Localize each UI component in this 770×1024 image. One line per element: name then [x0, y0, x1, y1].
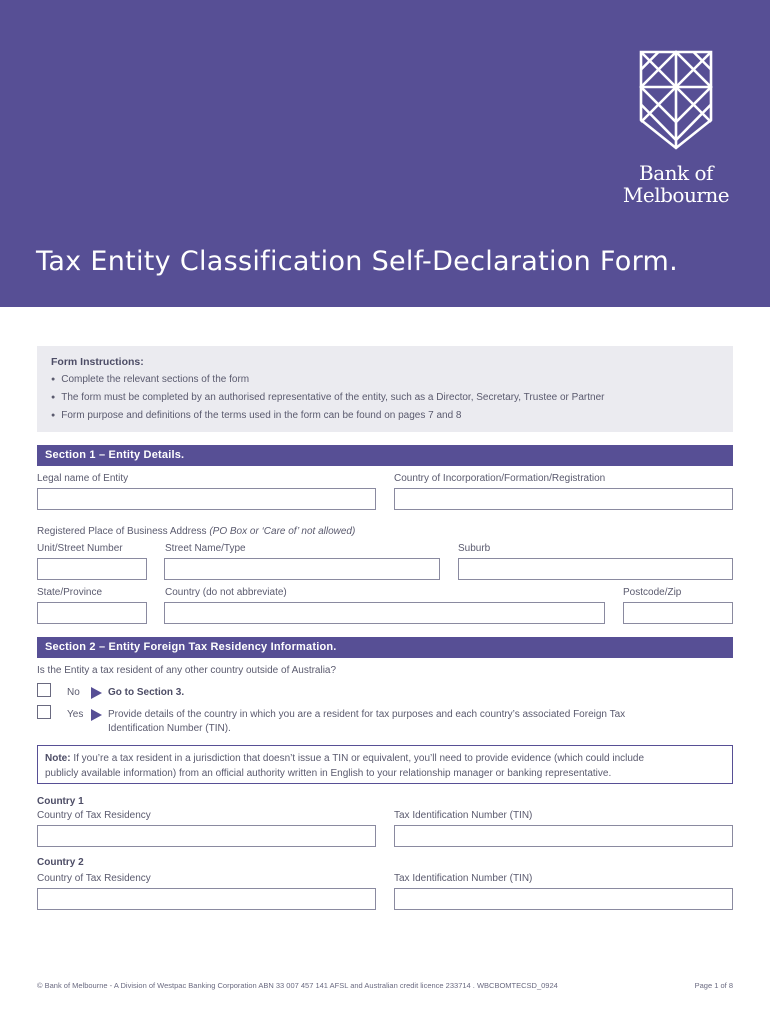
address-label-text: Registered Place of Business Address: [37, 526, 207, 537]
country1-residency-label: Country of Tax Residency: [37, 810, 151, 821]
brand-name-line2: Melbourne: [622, 183, 730, 207]
country1-heading: Country 1: [37, 796, 84, 807]
yes-action-line1: Provide details of the country in which you are a resident for tax purposes and each country’s associated Foreign Tax: [108, 709, 626, 720]
shield-lattice-icon: [639, 50, 713, 150]
list-item: ● Form purpose and definitions of the terms used in the form can be found on pages 7 and 8: [51, 407, 719, 425]
country-field[interactable]: [164, 602, 605, 624]
country2-residency-label: Country of Tax Residency: [37, 873, 151, 884]
footer-legal: © Bank of Melbourne - A Division of Westpac Banking Corporation ABN 33 007 457 141 AFSL and Australian credit licence 233714 . WBCBOMTECSD_0924: [37, 981, 558, 990]
page-title: Tax Entity Classification Self-Declaration Form.: [36, 246, 679, 277]
country2-heading: Country 2: [37, 857, 84, 868]
form-instructions: [37, 346, 733, 432]
state-field[interactable]: [37, 602, 147, 624]
list-item: ● Complete the relevant sections of the form: [51, 371, 719, 389]
postcode-field[interactable]: [623, 602, 733, 624]
yes-label: Yes: [67, 709, 84, 720]
country1-residency-field[interactable]: [37, 825, 376, 847]
note-line2: publicly available information) from an official authority written in English to your relationship manager or banking representative.: [45, 768, 612, 779]
legal-name-label: Legal name of Entity: [37, 473, 129, 484]
list-item: ● The form must be completed by an authorised representative of the entity, such as a Director, Secretary, Trustee or Partner: [51, 389, 719, 407]
instructions-list: [51, 371, 719, 425]
country-label: Country (do not abbreviate): [165, 587, 287, 598]
no-action: Go to Section 3.: [108, 687, 185, 698]
no-checkbox[interactable]: [37, 683, 51, 697]
note-line1: [45, 751, 725, 766]
instructions-heading: Form Instructions:: [51, 356, 144, 368]
no-label: No: [67, 687, 80, 698]
residency-question: Is the Entity a tax resident of any other country outside of Australia?: [37, 665, 337, 676]
note-label: Note:: [45, 753, 71, 764]
brand-name: [615, 162, 737, 206]
country2-tin-field[interactable]: [394, 888, 733, 910]
arrow-right-icon: [91, 709, 102, 721]
header-banner: [0, 0, 770, 307]
street-label: Street Name/Type: [165, 543, 246, 554]
country2-residency-field[interactable]: [37, 888, 376, 910]
state-label: State/Province: [37, 587, 103, 598]
country1-tin-label: Tax Identification Number (TIN): [394, 810, 533, 821]
yes-checkbox[interactable]: [37, 705, 51, 719]
street-field[interactable]: [164, 558, 440, 580]
address-label: [37, 526, 355, 537]
section1-header: Section 1 – Entity Details.: [37, 445, 733, 466]
bank-logo: [615, 50, 737, 210]
unit-label: Unit/Street Number: [37, 543, 123, 554]
unit-field[interactable]: [37, 558, 147, 580]
postcode-label: Postcode/Zip: [623, 587, 682, 598]
suburb-label: Suburb: [458, 543, 491, 554]
page-number: Page 1 of 8: [694, 981, 733, 990]
arrow-right-icon: [91, 687, 102, 699]
country2-tin-label: Tax Identification Number (TIN): [394, 873, 533, 884]
yes-action-line2: Identification Number (TIN).: [108, 723, 231, 734]
brand-name-line1: Bank of: [639, 161, 713, 185]
country-incorporation-label: Country of Incorporation/Formation/Registration: [394, 473, 606, 484]
legal-name-field[interactable]: [37, 488, 376, 510]
address-note: (PO Box or ‘Care of’ not allowed): [209, 526, 356, 537]
country1-tin-field[interactable]: [394, 825, 733, 847]
note-box: [37, 745, 733, 784]
section2-header: Section 2 – Entity Foreign Tax Residency Information.: [37, 637, 733, 658]
note-text: If you’re a tax resident in a jurisdiction that doesn’t issue a TIN or equivalent, you’ll need to provide evidence (which could include: [70, 753, 645, 764]
country-incorporation-field[interactable]: [394, 488, 733, 510]
suburb-field[interactable]: [458, 558, 733, 580]
